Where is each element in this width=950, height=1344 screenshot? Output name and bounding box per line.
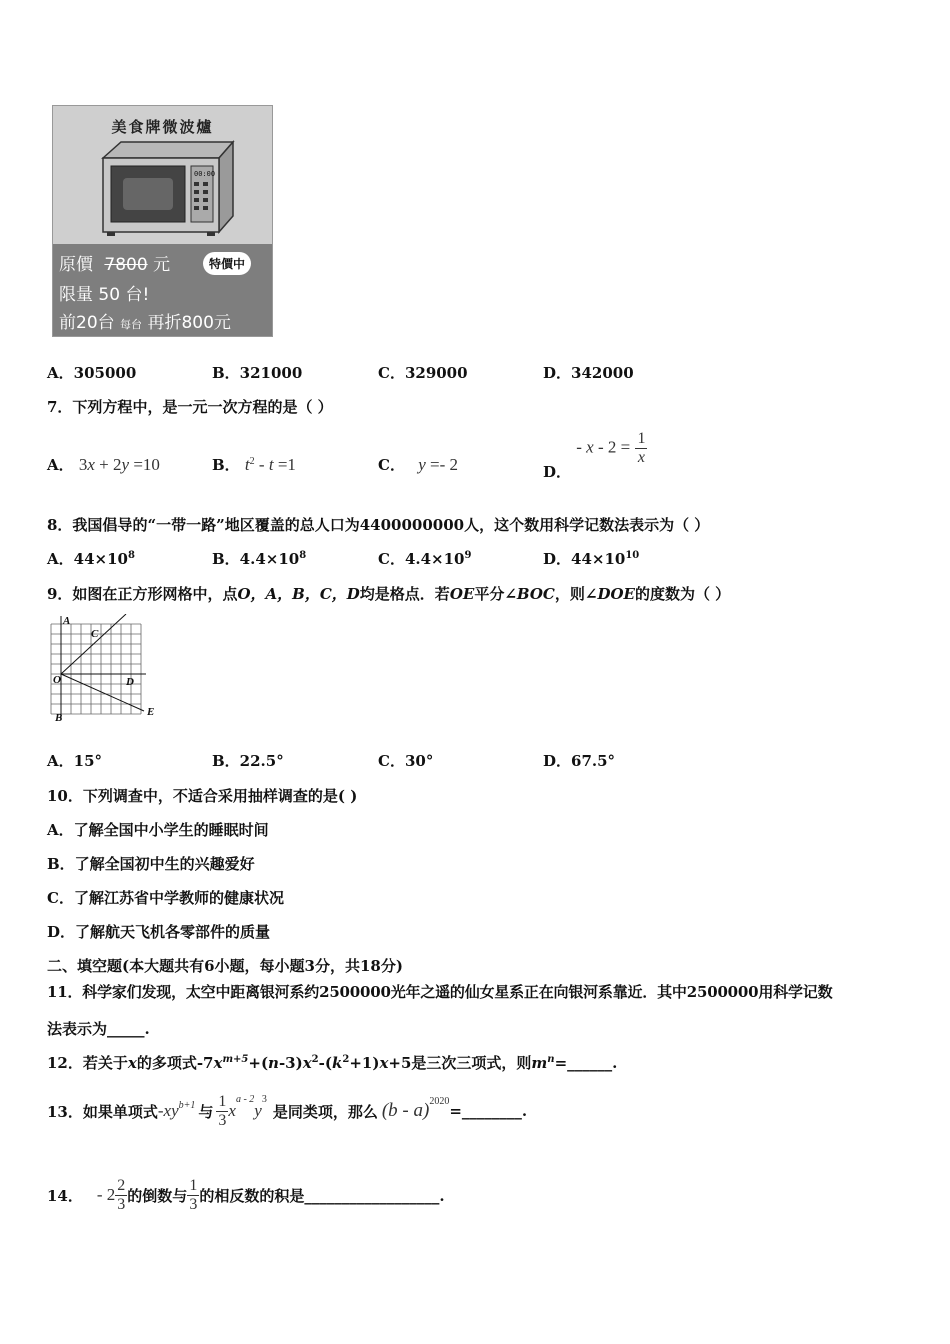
q11-line-2: 法表示为_____. — [47, 1020, 150, 1038]
q9-option-b: B．22.5° — [212, 752, 284, 770]
ad-title: 美食牌微波爐 — [111, 118, 214, 136]
ad-discount-more: 再折800元 — [147, 313, 231, 333]
q6-option-b: B．321000 — [212, 364, 303, 382]
q7-a-coef: 3 — [78, 455, 88, 474]
q9-label-c: C — [91, 628, 99, 640]
q12-n: n — [268, 1054, 279, 1072]
q9-option-d: D．67.5° — [543, 752, 616, 770]
q9-stem-oe: OE — [449, 585, 475, 603]
q13-mono2-y: y — [254, 1101, 262, 1120]
q9-grid-figure — [46, 614, 161, 724]
q12-x: x — [127, 1054, 137, 1072]
q14-neg-two: - 2 — [96, 1185, 116, 1204]
q9-label-d: D — [126, 676, 134, 688]
q13-expr-exp: 2020 — [429, 1096, 450, 1107]
q12-x2: x — [213, 1054, 223, 1072]
q9-stem-mid3: ，则∠ — [554, 585, 598, 603]
q12-pre: 12．若关于 — [47, 1054, 128, 1072]
q13-mono1-xy: xy — [163, 1101, 179, 1120]
q7-d-neg: - — [576, 437, 587, 457]
q14-frac2-den: 3 — [189, 1195, 198, 1213]
q8-option-a: A．44×10 — [47, 550, 128, 568]
q14-fraction-2 — [187, 1177, 199, 1214]
q14-fraction-1 — [115, 1177, 127, 1214]
q12-part3: -3) — [278, 1054, 303, 1072]
q14-pre: 14． — [47, 1186, 83, 1205]
q14-mid: 的倒数与 — [127, 1186, 188, 1205]
q14-frac2-num: 1 — [189, 1176, 198, 1194]
q12-exp2: 2 — [311, 1054, 319, 1065]
q7-a-x: x — [87, 455, 95, 474]
q10-option-c: C．了解江苏省中学教师的健康状况 — [47, 889, 284, 907]
q7-c-y: y — [418, 455, 426, 474]
q8-stem: 8．我国倡导的“一带一路”地区覆盖的总人口为4400000000人，这个数用科学记数法表示为（ ） — [47, 516, 710, 534]
ad-price-panel — [53, 244, 272, 336]
q7-stem: 7．下列方程中，是一元一次方程的是（ ） — [47, 398, 333, 416]
q7-label-b: B． — [212, 456, 240, 474]
q9-label-o: O — [53, 674, 61, 686]
q7-b-t2: t — [268, 455, 274, 474]
q14-stem — [47, 1170, 445, 1220]
q9-option-c: C．30° — [378, 752, 434, 770]
q10-option-a: A．了解全国中小学生的睡眠时间 — [47, 821, 269, 839]
q6-option-d: D．342000 — [543, 364, 634, 382]
q7-d-num: 1 — [637, 430, 646, 447]
q7-d-eq: - 2 = — [593, 437, 631, 457]
q7-d-den: x — [637, 449, 645, 466]
q9-stem-mid: 均是格点．若 — [359, 585, 450, 603]
q9-stem-post: 的度数为（ ） — [634, 585, 731, 603]
q8-option-d: D．44×10 — [543, 550, 626, 568]
q7-b-minus: - — [254, 455, 269, 474]
ad-orig-price: 7800 — [104, 255, 148, 275]
q8-option-b: B．4.4×10 — [212, 550, 300, 568]
q12-part6: +5是三次三项式，则 — [388, 1054, 532, 1072]
q12-part4: -( — [318, 1054, 332, 1072]
q13-mono2-yexp: 3 — [261, 1094, 267, 1105]
q6-option-a: A．305000 — [47, 364, 137, 382]
q9-stem-boc: BOC — [516, 585, 555, 603]
microwave-ad-image — [52, 105, 273, 337]
q8-option-a-exp: 8 — [127, 550, 135, 561]
q7-label-a: A． — [47, 456, 74, 474]
microwave-icon — [93, 138, 243, 238]
q12-n2: n — [547, 1054, 555, 1065]
ad-limit: 限量 50 台! — [59, 285, 150, 305]
q12-k: k — [331, 1054, 343, 1072]
ad-badge: 特價中 — [203, 252, 251, 275]
q14-post: 的相反数的积是__________________. — [199, 1186, 445, 1205]
q12-m: m — [531, 1054, 548, 1072]
q9-label-a: A — [63, 615, 71, 627]
q8-option-c: C．4.4×10 — [378, 550, 465, 568]
q12-exp3: 2 — [342, 1054, 350, 1065]
q7-label-d: D． — [543, 462, 572, 481]
q13-mono1-neg: - — [157, 1101, 164, 1120]
ad-orig-label: 原價 — [59, 255, 93, 275]
q12-mid: 的多项式-7 — [136, 1054, 214, 1072]
q7-a-plus: + 2 — [94, 455, 122, 474]
q10-option-d: D．了解航天飞机各零部件的质量 — [47, 923, 271, 941]
ad-discount-each: 每台 — [120, 318, 143, 331]
q14-frac1-den: 3 — [117, 1195, 126, 1213]
q7-label-c: C． — [378, 456, 405, 474]
q13-mid2: 是同类项，那么 — [272, 1102, 378, 1121]
ad-orig-unit: 元 — [153, 255, 171, 275]
q13-stem — [47, 1086, 527, 1136]
q14-frac1-num: 2 — [117, 1176, 126, 1194]
q9-stem — [47, 583, 730, 604]
q9-option-a: A．15° — [47, 752, 103, 770]
q7-d-fraction — [635, 430, 647, 467]
q13-with: 与 — [198, 1102, 214, 1121]
q7-a-y: y — [121, 455, 130, 474]
q12-exp1: m+5 — [222, 1054, 249, 1065]
q9-stem-doe: DOE — [597, 585, 635, 603]
q6-option-c: C．329000 — [378, 364, 468, 382]
q9-stem-points: O，A，B，C，D — [237, 585, 360, 603]
q10-option-b: B．了解全国初中生的兴趣爱好 — [47, 855, 255, 873]
q13-frac-num: 1 — [218, 1092, 227, 1110]
ad-discount-first: 前20台 — [59, 313, 115, 333]
q8-option-b-exp: 8 — [299, 550, 307, 561]
q7-c-eq: =- 2 — [425, 455, 458, 474]
q12-x4: x — [379, 1054, 389, 1072]
q9-stem-pre: 9．如图在正方形网格中，点 — [47, 585, 238, 603]
ad-panel-display: 00:00 — [194, 170, 216, 178]
q9-label-e: E — [147, 706, 155, 718]
q13-fraction — [216, 1093, 228, 1130]
q8-option-c-exp: 9 — [464, 550, 472, 561]
q9-label-b: B — [55, 712, 63, 724]
q12-x3: x — [302, 1054, 312, 1072]
q11-line-1: 11．科学家们发现，太空中距离银河系约2500000光年之遥的仙女星系正在向银河系靠近．其中2500000用科学记数 — [47, 983, 833, 1001]
section-2-heading: 二、填空题(本大题共有6小题，每小题3分，共18分) — [47, 957, 403, 975]
q7-b-exp: 2 — [249, 456, 255, 467]
q13-pre: 13．如果单项式 — [47, 1102, 158, 1121]
q7-a-eq: =10 — [129, 455, 160, 474]
q13-mono1-exp: b+1 — [178, 1100, 196, 1111]
q12-part2: +( — [248, 1054, 269, 1072]
q7-b-t: t — [244, 455, 250, 474]
q13-frac-den: 3 — [218, 1111, 227, 1129]
q13-mono2-x: x — [228, 1101, 236, 1120]
q10-stem: 10．下列调查中，不适合采用抽样调查的是( ) — [47, 787, 358, 805]
q12-post: =______. — [554, 1054, 618, 1072]
q7-d-x: x — [586, 437, 594, 457]
q13-mono2-exp: a - 2 — [235, 1094, 255, 1105]
q12-stem — [47, 1052, 617, 1073]
q8-option-d-exp: 10 — [625, 550, 640, 561]
q12-part5: +1) — [349, 1054, 380, 1072]
q7-b-eq: =1 — [273, 455, 296, 474]
q13-expr: (b - a) — [381, 1100, 430, 1121]
q13-post: =________. — [449, 1102, 528, 1120]
q9-stem-mid2: 平分∠ — [474, 585, 517, 603]
